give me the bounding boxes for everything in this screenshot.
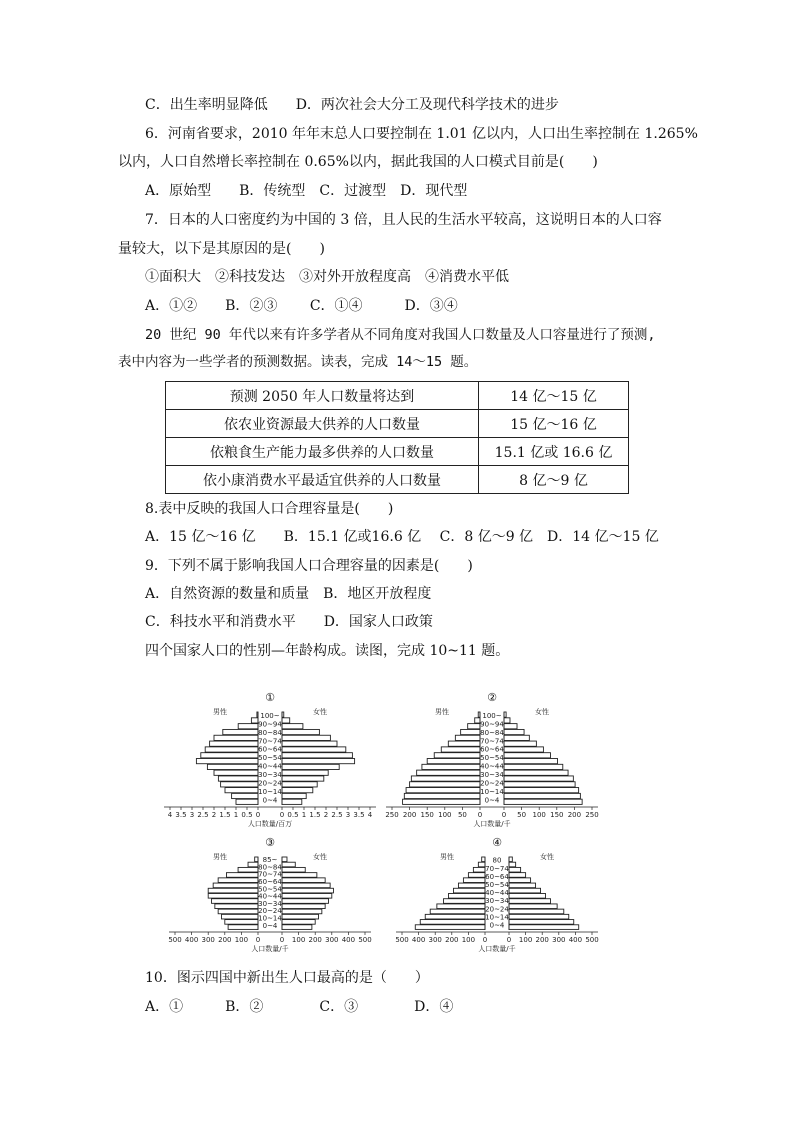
- table-cell: 依农业资源最大供养的人口数量: [166, 410, 479, 438]
- female-bar: [509, 920, 574, 925]
- age-label: 20~24: [258, 779, 282, 788]
- female-bar: [282, 759, 355, 764]
- q6-stem-line2: 以内，人口自然增长率控制在 0.65%以内，据此我国的人口模式目前是( ): [118, 154, 598, 170]
- x-tick-label: 150: [550, 811, 564, 819]
- x-tick-label: 1.5: [309, 811, 321, 819]
- male-bar: [468, 873, 485, 878]
- male-bar: [463, 878, 485, 883]
- x-tick-label: 400: [184, 936, 199, 944]
- figure-intro: 四个国家人口的性别—年龄构成。读图，完成 10~11 题。: [145, 643, 510, 659]
- age-label: 85~: [262, 856, 278, 865]
- male-label: 男性: [435, 708, 449, 716]
- table-cell: 依粮食生产能力最多供养的人口数量: [166, 438, 479, 466]
- male-bar: [215, 904, 258, 909]
- x-tick-label: 200: [218, 936, 232, 944]
- female-bar: [282, 909, 322, 914]
- age-label: 0~4: [484, 796, 500, 805]
- age-label: 40~44: [485, 889, 509, 898]
- female-bar: [282, 857, 287, 862]
- female-bar: [282, 764, 339, 769]
- x-tick-label: 500: [585, 936, 599, 944]
- male-label: 男性: [440, 853, 454, 861]
- male-bar: [410, 782, 480, 787]
- male-bar: [213, 883, 258, 888]
- q6-options: A．原始型 B．传统型 C．过渡型 D．现代型: [145, 183, 468, 199]
- male-bar: [448, 741, 480, 746]
- x-tick-label: 500: [358, 936, 372, 944]
- x-tick-label: 100: [438, 811, 452, 819]
- female-bar: [282, 914, 319, 919]
- female-bar: [282, 741, 337, 746]
- age-label: 30~34: [258, 899, 282, 908]
- x-axis-label: 人口数量/百万: [247, 820, 293, 828]
- x-tick-label: 250: [585, 811, 599, 819]
- q10-options: A．① B．② C．③ D．④: [145, 999, 454, 1015]
- age-label: 20~24: [258, 907, 282, 916]
- female-label: 女性: [535, 708, 549, 716]
- female-bar: [504, 741, 536, 746]
- female-bar: [509, 914, 569, 919]
- male-bar: [404, 793, 480, 798]
- x-tick-label: 200: [308, 936, 322, 944]
- q7-options: A．①② B．②③ C．①④ D．③④: [145, 298, 458, 314]
- age-label: 10~14: [485, 913, 509, 922]
- female-bar: [282, 770, 328, 775]
- x-tick-label: 0: [279, 811, 285, 819]
- x-tick-label: 400: [411, 936, 426, 944]
- table-row: [166, 466, 629, 494]
- female-bar: [509, 857, 512, 862]
- female-bar: [504, 793, 580, 798]
- female-bar: [282, 776, 324, 781]
- female-bar: [282, 920, 315, 925]
- male-bar: [228, 925, 258, 930]
- female-bar: [282, 735, 330, 740]
- age-label: 50~54: [485, 881, 509, 890]
- age-label: 40~44: [258, 762, 282, 771]
- female-bar: [282, 888, 333, 893]
- male-bar: [226, 873, 258, 878]
- age-label: 0~4: [489, 921, 505, 930]
- x-tick-label: 0: [506, 936, 512, 944]
- age-label: 70~74: [258, 870, 282, 879]
- x-tick-label: 0.5: [287, 811, 299, 819]
- age-label: 90~94: [480, 720, 504, 729]
- female-bar: [509, 873, 526, 878]
- male-bar: [238, 724, 258, 729]
- table-cell: 依小康消费水平最适宜供养的人口数量: [166, 466, 479, 494]
- male-bar: [248, 862, 258, 867]
- female-bar: [504, 799, 582, 804]
- x-tick-label: 300: [428, 936, 442, 944]
- age-label: 40~44: [480, 762, 504, 771]
- male-bar: [214, 770, 258, 775]
- age-label: 20~24: [485, 905, 509, 914]
- table-cell: 15 亿～16 亿: [479, 410, 629, 438]
- age-label: 10~14: [258, 788, 282, 797]
- x-tick-label: 250: [385, 811, 399, 819]
- female-bar: [504, 724, 517, 729]
- q7-stem-line2: 量较大，以下是其原因的是( ): [118, 241, 325, 257]
- female-bar: [282, 753, 352, 758]
- male-bar: [208, 894, 258, 899]
- q9-stem: 9．下列不属于影响我国人口合理容量的因素是( ): [145, 558, 473, 574]
- x-tick-label: 0.5: [241, 811, 253, 819]
- x-tick-label: 100: [518, 936, 533, 944]
- age-label: 80~84: [258, 728, 282, 737]
- x-tick-label: 4: [167, 811, 173, 819]
- female-label: 女性: [540, 853, 554, 861]
- female-bar: [509, 894, 546, 899]
- male-bar: [455, 735, 480, 740]
- table-cell: 预测 2050 年人口数量将达到: [166, 382, 479, 410]
- female-bar: [504, 753, 550, 758]
- table-cell: 15.1 亿或 16.6 亿: [479, 438, 629, 466]
- table-intro-line2: 表中内容为一些学者的预测数据。读表，完成 14～15 题。: [118, 354, 478, 370]
- male-bar: [223, 729, 258, 734]
- pyramid-4: [392, 835, 602, 955]
- male-bar: [461, 729, 480, 734]
- female-bar: [509, 867, 521, 872]
- male-bar: [420, 920, 485, 925]
- male-bar: [478, 862, 485, 867]
- x-tick-label: 0: [255, 936, 261, 944]
- female-bar: [282, 799, 302, 804]
- female-bar: [282, 925, 312, 930]
- q6-stem-line1: 6．河南省要求，2010 年年末总人口要控制在 1.01 亿以内，人口出生率控制在 1.265%: [145, 126, 698, 142]
- male-bar: [468, 724, 480, 729]
- male-bar: [411, 776, 480, 781]
- age-label: 50~54: [258, 885, 282, 894]
- age-label: 50~54: [258, 754, 282, 763]
- female-bar: [509, 904, 557, 909]
- pyramid-number: ①: [265, 691, 275, 704]
- x-tick-label: 3.5: [175, 811, 187, 819]
- female-bar: [509, 862, 516, 867]
- x-tick-label: 100: [532, 811, 546, 819]
- pyramid-number: ③: [265, 836, 275, 849]
- male-bar: [458, 883, 485, 888]
- female-bar: [509, 925, 579, 930]
- female-bar: [282, 883, 330, 888]
- x-tick-label: 1: [233, 811, 239, 819]
- table-cell: 8 亿～9 亿: [479, 466, 629, 494]
- x-tick-label: 2: [211, 811, 217, 819]
- x-tick-label: 100: [234, 936, 249, 944]
- male-bar: [218, 909, 258, 914]
- male-bar: [437, 904, 485, 909]
- female-bar: [504, 747, 543, 752]
- pyramid-1: [160, 690, 380, 830]
- age-label: 0~4: [262, 796, 278, 805]
- female-bar: [504, 770, 568, 775]
- male-bar: [232, 793, 258, 798]
- age-label: 60~64: [485, 872, 509, 881]
- male-label: 男性: [213, 708, 227, 716]
- female-label: 女性: [313, 708, 327, 716]
- x-tick-label: 1.5: [219, 811, 231, 819]
- x-tick-label: 4: [367, 811, 373, 819]
- male-bar: [422, 764, 480, 769]
- x-tick-label: 3: [345, 811, 351, 819]
- male-bar: [251, 718, 258, 723]
- age-label: 20~24: [480, 779, 504, 788]
- x-tick-label: 400: [568, 936, 583, 944]
- female-bar: [282, 729, 319, 734]
- x-tick-label: 0: [255, 811, 261, 819]
- pyramid-2: [382, 690, 602, 830]
- male-bar: [448, 894, 485, 899]
- x-tick-label: 100: [461, 936, 476, 944]
- male-bar: [238, 867, 258, 872]
- male-bar: [427, 759, 480, 764]
- male-bar: [473, 867, 485, 872]
- age-label: 30~34: [480, 771, 504, 780]
- female-bar: [504, 788, 579, 793]
- female-bar: [282, 862, 295, 867]
- female-bar: [504, 764, 563, 769]
- age-label: 0~4: [262, 921, 278, 930]
- pyramid-3: [165, 835, 375, 955]
- x-tick-label: 0: [501, 811, 507, 819]
- x-tick-label: 200: [535, 936, 549, 944]
- female-bar: [282, 899, 328, 904]
- age-label: 10~14: [258, 914, 282, 923]
- male-bar: [210, 741, 258, 746]
- female-bar: [282, 793, 306, 798]
- male-bar: [221, 914, 258, 919]
- age-label: 80: [492, 856, 502, 865]
- age-label: 60~64: [258, 878, 282, 887]
- pyramid-number: ④: [492, 836, 502, 849]
- x-tick-label: 300: [552, 936, 566, 944]
- x-tick-label: 0: [477, 811, 483, 819]
- male-bar: [205, 747, 258, 752]
- male-bar: [482, 857, 485, 862]
- x-axis-label: 人口数量/千: [478, 945, 516, 953]
- x-tick-label: 0: [482, 936, 488, 944]
- male-label: 男性: [213, 853, 227, 861]
- age-label: 30~34: [485, 897, 509, 906]
- age-label: 90~94: [258, 720, 282, 729]
- q9-options-cd: C．科技水平和消费水平 D．国家人口政策: [145, 614, 433, 630]
- x-tick-label: 3.5: [353, 811, 365, 819]
- male-bar: [225, 920, 258, 925]
- x-tick-label: 2: [323, 811, 329, 819]
- male-bar: [453, 888, 485, 893]
- male-bar: [218, 878, 258, 883]
- x-tick-label: 0: [279, 936, 285, 944]
- age-label: 60~64: [258, 745, 282, 754]
- age-label: 60~64: [480, 745, 504, 754]
- x-tick-label: 300: [201, 936, 215, 944]
- male-bar: [434, 753, 480, 758]
- male-bar: [208, 888, 258, 893]
- male-bar: [214, 735, 258, 740]
- population-forecast-table: [165, 381, 629, 494]
- female-bar: [282, 718, 290, 723]
- male-bar: [221, 782, 258, 787]
- female-bar: [504, 729, 524, 734]
- female-bar: [504, 718, 510, 723]
- x-tick-label: 200: [445, 936, 459, 944]
- table-row: [166, 382, 629, 410]
- male-bar: [430, 909, 485, 914]
- x-tick-label: 200: [402, 811, 417, 819]
- female-bar: [509, 899, 551, 904]
- female-bar: [282, 867, 305, 872]
- x-tick-label: 2.5: [197, 811, 209, 819]
- female-bar: [509, 878, 531, 883]
- age-label: 70~74: [258, 737, 282, 746]
- female-label: 女性: [313, 853, 327, 861]
- age-label: 80~84: [480, 728, 504, 737]
- x-tick-label: 50: [517, 811, 527, 819]
- table-cell: 14 亿～15 亿: [479, 382, 629, 410]
- male-bar: [417, 770, 480, 775]
- age-label: 70~74: [480, 737, 504, 746]
- age-label: 80~84: [258, 863, 282, 872]
- female-bar: [282, 788, 313, 793]
- q8-options: A．15 亿～16 亿 B．15.1 亿或16.6 亿 C．8 亿～9 亿 D．14 亿～15 亿: [145, 529, 659, 545]
- x-tick-label: 1: [301, 811, 307, 819]
- x-axis-label: 人口数量/千: [251, 945, 289, 953]
- female-bar: [504, 759, 558, 764]
- male-bar: [207, 764, 258, 769]
- female-bar: [509, 888, 541, 893]
- female-bar: [282, 904, 325, 909]
- male-bar: [425, 914, 485, 919]
- x-tick-label: 200: [567, 811, 582, 819]
- male-bar: [444, 899, 486, 904]
- x-tick-label: 500: [168, 936, 182, 944]
- x-tick-label: 300: [325, 936, 339, 944]
- male-bar: [406, 788, 480, 793]
- q8-stem: 8.表中反映的我国人口合理容量是( ): [145, 501, 394, 517]
- male-bar: [415, 925, 485, 930]
- female-bar: [509, 909, 564, 914]
- male-bar: [218, 776, 258, 781]
- x-tick-label: 400: [341, 936, 356, 944]
- table-row: [166, 410, 629, 438]
- age-label: 40~44: [258, 892, 282, 901]
- pyramid-number: ②: [487, 691, 497, 704]
- x-tick-label: 2.5: [331, 811, 343, 819]
- female-bar: [509, 883, 536, 888]
- male-bar: [196, 759, 258, 764]
- age-label: 100~: [260, 711, 280, 720]
- table-row: [166, 438, 629, 466]
- x-tick-label: 3: [189, 811, 195, 819]
- female-bar: [504, 776, 573, 781]
- female-bar: [504, 735, 529, 740]
- age-label: 70~74: [485, 864, 509, 873]
- q10-stem: 10．图示四国中新出生人口最高的是（ ）: [145, 970, 429, 986]
- male-bar: [225, 788, 258, 793]
- q9-options-ab: A．自然资源的数量和质量 B．地区开放程度: [145, 586, 432, 602]
- male-bar: [255, 857, 258, 862]
- q7-stem-line1: 7．日本的人口密度约为中国的 3 倍，且人民的生活水平较高，这说明日本的人口容: [145, 212, 662, 228]
- x-axis-label: 人口数量/千: [473, 820, 511, 828]
- female-bar: [282, 782, 317, 787]
- q7-items: ①面积大 ②科技发达 ③对外开放程度高 ④消费水平低: [145, 269, 509, 285]
- age-label: 100~: [482, 711, 502, 720]
- male-bar: [441, 747, 480, 752]
- table-intro-line1: 20 世纪 90 年代以来有许多学者从不同角度对我国人口数量及人口容量进行了预测,: [145, 327, 656, 343]
- age-label: 30~34: [258, 771, 282, 780]
- male-bar: [212, 899, 258, 904]
- q5-options-cd: C．出生率明显降低 D．两次社会大分工及现代科学技术的进步: [145, 97, 559, 113]
- x-tick-label: 500: [395, 936, 409, 944]
- female-bar: [282, 873, 317, 878]
- x-tick-label: 150: [420, 811, 434, 819]
- age-label: 50~54: [480, 754, 504, 763]
- male-bar: [236, 799, 258, 804]
- x-tick-label: 100: [291, 936, 306, 944]
- female-bar: [282, 894, 332, 899]
- female-bar: [282, 878, 325, 883]
- male-bar: [201, 753, 258, 758]
- female-bar: [282, 747, 346, 752]
- female-bar: [282, 724, 303, 729]
- age-label: 10~14: [480, 788, 504, 797]
- x-tick-label: 50: [457, 811, 467, 819]
- female-bar: [504, 782, 575, 787]
- male-bar: [403, 799, 480, 804]
